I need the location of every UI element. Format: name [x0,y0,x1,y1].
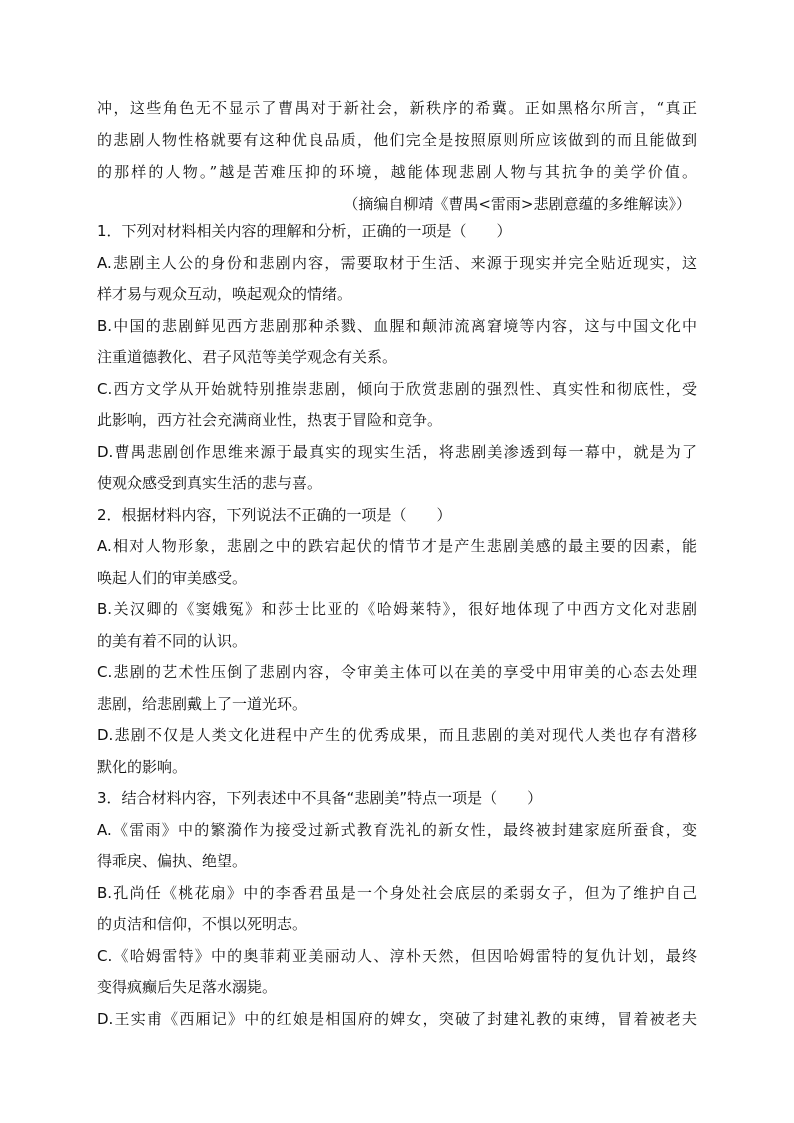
option-line: 的贞洁和信仰，不惧以死明志。 [97,915,308,933]
option-line: A.相对人物形象，悲剧之中的跌宕起伏的情节才是产生悲剧美感的最主要的因素，能 [97,537,697,555]
option-line: A.悲剧主人公的身份和悲剧内容，需要取材于生活、来源于现实并完全贴近现实，这 [97,253,697,272]
option-line: B.中国的悲剧鲜见西方悲剧那种杀戮、血腥和颠沛流离窘境等内容，这与中国文化中 [97,316,697,335]
option-d [97,437,697,500]
question-stem: 1．下列对材料相关内容的理解和分析，正确的一项是（ ） [97,222,512,240]
option-line: B.关汉卿的《窦娥冤》和莎士比亚的《哈姆莱特》，很好地体现了中西方文化对悲剧 [97,600,697,618]
option-line: 注重道德教化、君子风范等美学观念有关系。 [97,348,398,366]
option-c [97,374,697,437]
option-d [97,1004,697,1036]
question-1 [97,216,697,500]
question-2 [97,500,697,784]
option-a [97,815,697,878]
option-line: C.《哈姆雷特》中的奥菲莉亚美丽动人、淳朴天然，但因哈姆雷特的复仇计划，最终 [97,946,697,965]
question-stem: 2．根据材料内容，下列说法不正确的一项是（ ） [97,505,452,524]
option-a [97,531,697,594]
option-a [97,248,697,311]
passage-excerpt [97,92,697,220]
passage-line: 的那样的人物。”越是苦难压抑的环境，越能体现悲剧人物与其抗争的美学价值。 [97,163,697,181]
option-line: 的美有着不同的认识。 [97,631,248,650]
passage-line: 的悲剧人物性格就要有这种优良品质，他们完全是按照原则所应该做到的而且能做到 [97,131,697,149]
question-3 [97,783,697,1035]
option-line: B.孔尚任《桃花扇》中的李香君虽是一个身处社会底层的柔弱女子，但为了维护自己 [97,883,697,902]
option-c [97,657,697,720]
option-line: D.悲剧不仅是人类文化进程中产生的优秀成果，而且悲剧的美对现代人类也存有潜移 [97,726,697,744]
passage-line: 冲，这些角色无不显示了曹禺对于新社会，新秩序的希冀。正如黑格尔所言，“真正 [97,99,697,117]
option-line: 得乖戾、偏执、绝望。 [97,852,248,870]
option-c [97,941,697,1004]
option-line: D.曹禺悲剧创作思维来源于最真实的现实生活，将悲剧美渗透到每一幕中，就是为了 [97,442,697,461]
option-line: 样才易与观众互动，唤起观众的情绪。 [97,285,353,303]
option-line: D.王实甫《西厢记》中的红娘是相国府的婢女，突破了封建礼教的束缚，冒着被老夫 [97,1009,697,1028]
option-line: C.西方文学从开始就特别推崇悲剧，倾向于欣赏悲剧的强烈性、真实性和彻底性，受 [97,379,697,398]
question-list [97,216,697,1035]
option-line: 此影响，西方社会充满商业性，热衷于冒险和竞争。 [97,411,443,429]
option-line: 悲剧，给悲剧戴上了一道光环。 [97,694,308,713]
option-b [97,311,697,374]
option-line: A.《雷雨》中的繁漪作为接受过新式教育洗礼的新女性，最终被封建家庭所蚕食，变 [97,820,697,839]
option-line: C.悲剧的艺术性压倒了悲剧内容，令审美主体可以在美的享受中用审美的心态去处理 [97,663,697,681]
option-line: 变得疯癫后失足落水溺毙。 [97,978,278,996]
option-line: 使观众感受到真实生活的悲与喜。 [97,474,323,492]
question-stem: 3．结合材料内容，下列表述中不具备“悲剧美”特点一项是（ ） [97,789,543,807]
option-line: 默化的影响。 [97,757,188,776]
option-b [97,594,697,657]
passage-source: （摘编自柳靖《曹禺<雷雨>悲剧意蕴的多维解读》） [343,195,691,213]
option-b [97,878,697,941]
option-line: 唤起人们的审美感受。 [97,568,248,587]
option-d [97,720,697,783]
